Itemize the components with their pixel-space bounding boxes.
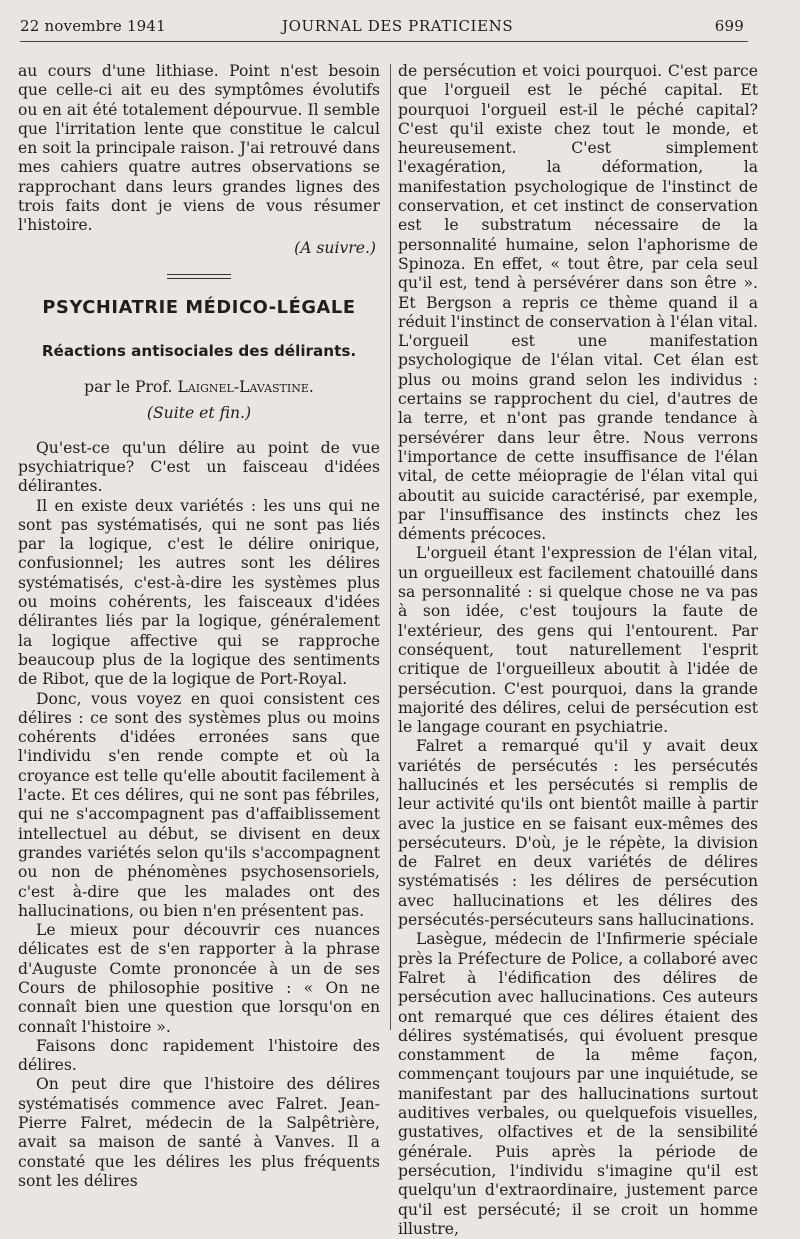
page-number: 699 [714, 17, 744, 35]
header-rule [20, 41, 748, 42]
right-column [398, 62, 758, 1239]
paragraph: On peut dire que l'histoire des délires systématisés commence avec Falret. Jean-Pierre Falret, médecin de la Salpêtrière, avait sa maison de santé à Vanves. Il a constaté que les délires les plus fréquents sont les délires [18, 1075, 380, 1190]
author-name: Laignel-Lavastine. [177, 377, 314, 396]
article-author [18, 377, 380, 397]
journal-title: JOURNAL DES PRATICIENS [282, 17, 514, 35]
section-separator [167, 274, 231, 279]
paragraph: de persécution et voici pourquoi. C'est parce que l'orgueil est le péché capital. Et pourquoi l'orgueil est-il le péché capital? C'est qu'il existe chez tout le monde, et heureusement. C'est simplement l'exagération, la déformation, la manifestation psychologique de l'instinct de conservation, et cet instinct de conservation est le substratum nécessaire de la personnalité humaine, selon l'aphorisme de Spinoza. En effet, « tout être, par cela seul qu'il est, tend à persévérer dans son être ». Et Bergson a repris ce thème quand il a réduit l'instinct de conservation à l'élan vital. L'orgueil est une manifestation psychologique de l'élan vital. Cet élan est plus ou moins grand selon les individus : certains se rapprochent du ciel, d'autres de la terre, et n'ont pas grande tendance à persévérer dans leur être. Nous verrons l'importance de cette insuffisance de l'élan vital, de cette méiopragie de l'élan vital qui aboutit au suicide caractérisé, par exemple, par l'insuffisance des instincts chez les déments précoces. [398, 62, 758, 544]
paragraph: Qu'est-ce qu'un délire au point de vue psychiatrique? C'est un faisceau d'idées délirantes. [18, 438, 380, 496]
paragraph: Falret a remarqué qu'il y avait deux variétés de persécutés : les persécutés hallucinés et les persécutés si remplis de leur activité qu'ils ont bientôt maille à partir avec la justice en se faisant eux-mêmes des persécuteurs. D'où, je le répète, la division de Falret en deux variétés de délires systématisés : les délires de persécution avec hallucinations et les délires des persécutés-persécuteurs sans hallucinations. [398, 737, 758, 930]
author-prefix: par le Prof. [84, 377, 173, 396]
paragraph: Faisons donc rapidement l'histoire des délires. [18, 1036, 380, 1075]
article-title: Réactions antisociales des délirants. [41, 341, 357, 360]
a-suivre-note: (A suivre.) [294, 238, 376, 257]
suite-note: (Suite et fin.) [146, 403, 252, 422]
paragraph: Donc, vous voyez en quoi consistent ces délires : ce sont des systèmes plus ou moins cohérents d'idées erronées sans que l'individu s'en rende compte et où la croyance est telle qu'elle aboutit facilement à l'acte. Et ces délires, qui ne sont pas fébriles, qui ne s'accompagnent pas d'affaiblissement intellectuel au début, se divisent en deux grandes variétés selon qu'ils s'accompagnent ou non de phénomènes psychosensoriels, c'est à-dire que les malades ont des hallucinations, ou bien n'en présentent pas. [18, 689, 380, 920]
column-divider [390, 64, 391, 1030]
paragraph: Le mieux pour découvrir ces nuances délicates est de s'en rapporter à la phrase d'Auguste Comte prononcée à un de ses Cours de philosophie positive : « On ne connaît bien une question que lorsqu'on en connaît l'histoire ». [18, 921, 380, 1036]
paragraph: Il en existe deux variétés : les uns qui ne sont pas systématisés, qui ne sont pas liés par la logique, c'est le délire onirique, confusionnel; les autres sont les délires systématisés, c'est-à-dire les systèmes plus ou moins cohérents, les faisceaux d'idées délirantes liés par la logique, généralement la logique affective qui se rapproche beaucoup plus de la logique des sentiments de Ribot, que de la logique de Port-Royal. [18, 496, 380, 689]
paragraph: L'orgueil étant l'expression de l'élan vital, un orgueilleux est facilement chatouillé dans sa personnalité : si quelque chose ne va pas à son idée, c'est toujours la faute de l'extérieur, des gens qui l'entourent. Par conséquent, tout naturellement l'esprit critique de l'orgueilleux aboutit à l'idée de persécution. C'est pourquoi, dans la grande majorité des délires, celui de persécution est le langage courant en psychiatrie. [398, 544, 758, 737]
issue-date: 22 novembre 1941 [20, 17, 166, 35]
paragraph: Lasègue, médecin de l'Infirmerie spéciale près la Préfecture de Police, a collaboré avec Falret à l'édification des délires de persécution avec hallucinations. Ces auteurs ont remarqué que ces délires étaient des délires systématisés, qui évoluent presque constamment de la même façon, commençant toujours par une inquiétude, se manifestant par des hallucinations surtout auditives verbales, ou quelquefois visuelles, gustatives, olfactives et de la sensibilité générale. Puis après la période de persécution, l'individu s'imagine qu'il est quelqu'un d'extraordinaire, justement parce qu'il est persécuté; il se croit un homme illustre, [398, 930, 758, 1238]
page-header [20, 17, 744, 39]
left-column [18, 62, 380, 1191]
intro-paragraph: au cours d'une lithiase. Point n'est besoin que celle-ci ait eu des symptômes évolutifs ou en ait été totalement dépourvue. Il semble que l'irritation lente que constitue le calcul en soit la principale raison. J'ai retrouvé dans mes cahiers quatre autres observations se rapprochant dans leurs grandes lignes des trois faits dont je viens de vous résumer l'histoire. [18, 62, 380, 235]
section-title: PSYCHIATRIE MÉDICO-LÉGALE [42, 296, 356, 318]
